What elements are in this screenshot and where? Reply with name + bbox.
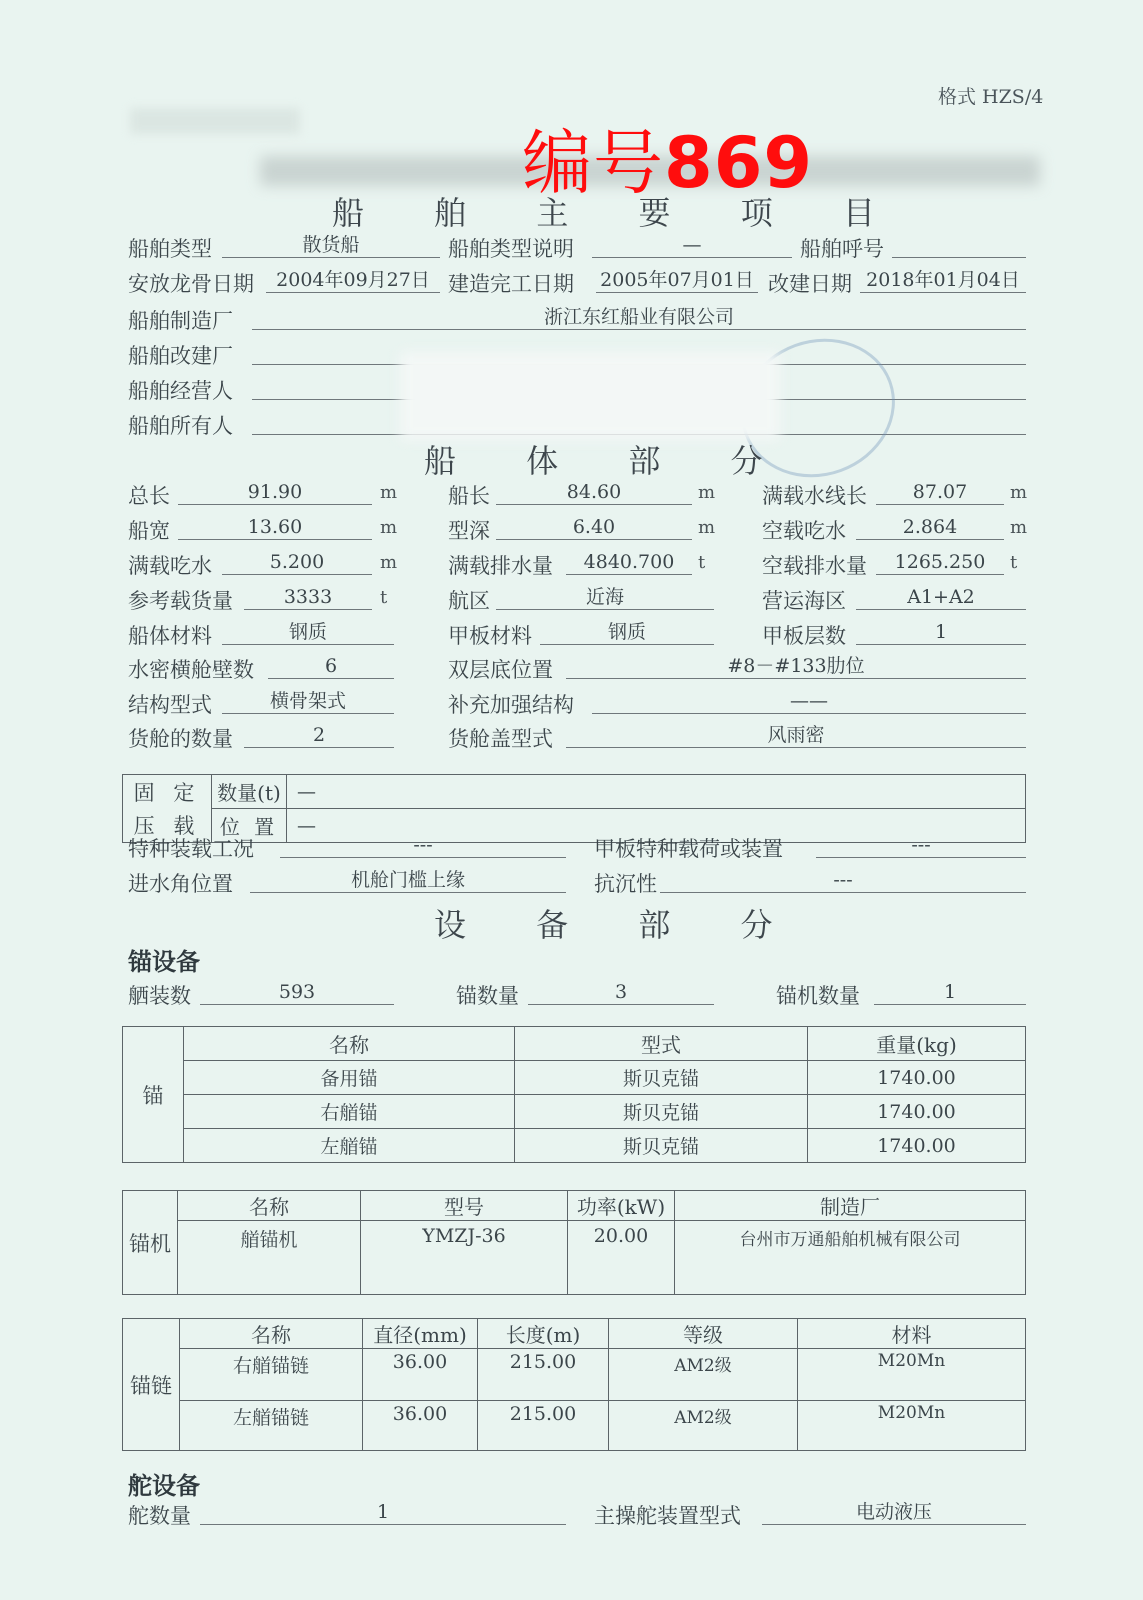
rudder-section-title: 舵设备	[128, 1471, 200, 1500]
ballast-qty-label: 数量(t)	[212, 775, 287, 809]
ship-type-value: 散货船	[222, 233, 440, 258]
windlass-cell: YMZJ-36	[361, 1221, 568, 1295]
main-items-title: 船 舶 主 要 项 目	[332, 194, 875, 232]
anchor-cell: 1740.00	[808, 1061, 1026, 1095]
windlass-header-power: 功率(kW)	[568, 1191, 675, 1221]
chain-cell: M20Mn	[798, 1401, 1026, 1451]
structure-label: 结构型式	[128, 693, 212, 717]
special-loading-label: 特种装载工况	[128, 837, 254, 861]
ship-type-desc-value: —	[592, 233, 792, 258]
breadth-unit: m	[380, 517, 398, 538]
hatch-type-value: 风雨密	[566, 723, 1026, 748]
table-row	[123, 1401, 1026, 1451]
windlass-header-model: 型号	[361, 1191, 568, 1221]
loa-label: 总长	[128, 484, 170, 508]
breadth-label: 船宽	[128, 519, 170, 543]
equipment-section-title: 设 备 部 分	[434, 906, 773, 944]
anchor-cell: 1740.00	[808, 1095, 1026, 1129]
windlass-header-maker: 制造厂	[675, 1191, 1026, 1221]
anchor-header-weight: 重量(kg)	[808, 1027, 1026, 1061]
light-draft-value: 2.864	[856, 515, 1004, 540]
table-row	[123, 1095, 1026, 1129]
light-disp-value: 1265.250	[876, 550, 1004, 575]
depth-value: 6.40	[496, 515, 692, 540]
bulkheads-value: 6	[268, 654, 394, 679]
windlass-header-name: 名称	[178, 1191, 361, 1221]
reinforcement-label: 补充加强结构	[448, 693, 574, 717]
builder-label: 船舶制造厂	[128, 309, 233, 333]
ref-cargo-label: 参考载货量	[128, 589, 233, 613]
redacted-owner-info	[400, 352, 780, 440]
deck-layers-value: 1	[856, 620, 1026, 645]
builder-value: 浙江东红船业有限公司	[252, 305, 1026, 330]
rudder-count-label: 舵数量	[128, 1504, 191, 1528]
nav-area-label: 航区	[448, 589, 490, 613]
anchor-table	[122, 1026, 1026, 1163]
full-draft-unit: m	[380, 552, 398, 573]
length-label: 船长	[448, 484, 490, 508]
full-draft-value: 5.200	[222, 550, 372, 575]
chain-header-grade: 等级	[609, 1319, 798, 1349]
nav-area-value: 近海	[496, 585, 714, 610]
anchor-cell: 斯贝克锚	[515, 1129, 808, 1163]
length-unit: m	[698, 482, 716, 503]
anchor-count-label: 锚数量	[456, 984, 519, 1008]
flood-angle-value: 机舱门槛上缘	[250, 868, 566, 893]
format-code: 格式 HZS/4	[938, 86, 1044, 108]
depth-label: 型深	[448, 519, 490, 543]
ref-cargo-value: 3333	[244, 585, 372, 610]
chain-cell: AM2级	[609, 1349, 798, 1401]
ballast-label-load: 压 载	[123, 809, 212, 843]
anchor-header-name: 名称	[184, 1027, 515, 1061]
loa-unit: m	[380, 482, 398, 503]
light-draft-label: 空载吃水	[762, 519, 846, 543]
anchor-count-value: 3	[528, 980, 714, 1005]
full-draft-label: 满载吃水	[128, 554, 212, 578]
build-date-value: 2005年07月01日	[596, 268, 758, 293]
unsinkability-value: ---	[660, 868, 1026, 893]
outfit-number-value: 593	[200, 980, 394, 1005]
table-row	[123, 1349, 1026, 1401]
deck-material-value: 钢质	[540, 620, 714, 645]
chain-cell: 215.00	[478, 1349, 609, 1401]
depth-unit: m	[698, 517, 716, 538]
anchor-cell: 右艏锚	[184, 1095, 515, 1129]
light-draft-unit: m	[1010, 517, 1028, 538]
table-row	[123, 1129, 1026, 1163]
windlass-row-label: 锚机	[123, 1191, 178, 1295]
chain-cell: 右艏锚链	[180, 1349, 363, 1401]
length-value: 84.60	[496, 480, 692, 505]
double-bottom-value: #8－#133肋位	[566, 654, 1026, 679]
lwl-label: 满载水线长	[762, 484, 867, 508]
windlass-cell: 20.00	[568, 1221, 675, 1295]
windlass-cell: 艏锚机	[178, 1221, 361, 1295]
windlass-count-label: 锚机数量	[776, 984, 860, 1008]
special-loading-value: ---	[280, 833, 566, 858]
rudder-count-value: 1	[200, 1500, 566, 1525]
rebuild-date-label: 改建日期	[768, 272, 852, 296]
holds-value: 2	[244, 723, 394, 748]
op-area-value: A1+A2	[856, 585, 1026, 610]
breadth-value: 13.60	[178, 515, 372, 540]
unsinkability-label: 抗沉性	[594, 872, 657, 896]
rebuilder-label: 船舶改建厂	[128, 344, 233, 368]
ballast-pos-value: —	[287, 809, 1026, 843]
ref-cargo-unit: t	[380, 587, 388, 608]
windlass-count-value: 1	[874, 980, 1026, 1005]
chain-cell: 36.00	[363, 1349, 478, 1401]
ballast-label-fixed: 固 定	[123, 775, 212, 809]
hull-material-label: 船体材料	[128, 624, 212, 648]
chain-cell: 215.00	[478, 1401, 609, 1451]
chain-cell: 36.00	[363, 1401, 478, 1451]
chain-table	[122, 1318, 1026, 1451]
deck-layers-label: 甲板层数	[762, 624, 846, 648]
structure-value: 横骨架式	[222, 689, 394, 714]
ship-type-desc-label: 船舶类型说明	[448, 237, 574, 261]
flood-angle-label: 进水角位置	[128, 872, 233, 896]
call-sign-value	[892, 233, 1026, 258]
full-disp-label: 满载排水量	[448, 554, 553, 578]
hatch-type-label: 货舱盖型式	[448, 727, 553, 751]
chain-cell: AM2级	[609, 1401, 798, 1451]
call-sign-label: 船舶呼号	[800, 237, 884, 261]
keel-date-label: 安放龙骨日期	[128, 272, 254, 296]
keel-date-value: 2004年09月27日	[266, 268, 440, 293]
anchor-cell: 斯贝克锚	[515, 1095, 808, 1129]
deck-material-label: 甲板材料	[448, 624, 532, 648]
serial-number: 869	[664, 122, 814, 204]
windlass-table	[122, 1190, 1026, 1295]
loa-value: 91.90	[178, 480, 372, 505]
double-bottom-label: 双层底位置	[448, 658, 553, 682]
ship-type-label: 船舶类型	[128, 237, 212, 261]
anchor-cell: 1740.00	[808, 1129, 1026, 1163]
ballast-qty-value: —	[287, 775, 1026, 809]
hull-section-title: 船 体 部 分	[424, 442, 763, 480]
chain-header-diameter: 直径(mm)	[363, 1319, 478, 1349]
reinforcement-value: ——	[592, 689, 1026, 714]
deck-special-value: ---	[816, 833, 1026, 858]
windlass-cell: 台州市万通船舶机械有限公司	[675, 1221, 1026, 1295]
chain-cell: M20Mn	[798, 1349, 1026, 1401]
anchor-cell: 左艏锚	[184, 1129, 515, 1163]
full-disp-unit: t	[698, 552, 706, 573]
full-disp-value: 4840.700	[566, 550, 692, 575]
deck-special-label: 甲板特种载荷或装置	[594, 837, 783, 861]
chain-header-length: 长度(m)	[478, 1319, 609, 1349]
light-disp-label: 空载排水量	[762, 554, 867, 578]
serial-number-label: 编号	[522, 122, 664, 204]
anchor-row-label: 锚	[123, 1027, 184, 1163]
lwl-value: 87.07	[876, 480, 1004, 505]
anchor-cell: 备用锚	[184, 1061, 515, 1095]
outfit-number-label: 舾装数	[128, 984, 191, 1008]
bulkheads-label: 水密横舱壁数	[128, 658, 254, 682]
hull-material-value: 钢质	[222, 620, 394, 645]
anchor-cell: 斯贝克锚	[515, 1061, 808, 1095]
steering-type-value: 电动液压	[762, 1500, 1026, 1525]
ballast-pos-label: 位 置	[212, 809, 287, 843]
steering-type-label: 主操舵装置型式	[594, 1504, 741, 1528]
op-area-label: 营运海区	[762, 589, 846, 613]
rebuild-date-value: 2018年01月04日	[860, 268, 1026, 293]
owner-label: 船舶所有人	[128, 414, 233, 438]
holds-label: 货舱的数量	[128, 727, 233, 751]
anchor-header-type: 型式	[515, 1027, 808, 1061]
anchor-section-title: 锚设备	[128, 947, 200, 976]
chain-header-name: 名称	[180, 1319, 363, 1349]
chain-header-material: 材料	[798, 1319, 1026, 1349]
build-date-label: 建造完工日期	[448, 272, 574, 296]
operator-label: 船舶经营人	[128, 379, 233, 403]
table-row	[123, 1221, 1026, 1295]
lwl-unit: m	[1010, 482, 1028, 503]
chain-cell: 左艏锚链	[180, 1401, 363, 1451]
light-disp-unit: t	[1010, 552, 1018, 573]
chain-row-label: 锚链	[123, 1319, 180, 1451]
redacted-number	[130, 108, 300, 134]
table-row	[123, 1061, 1026, 1095]
